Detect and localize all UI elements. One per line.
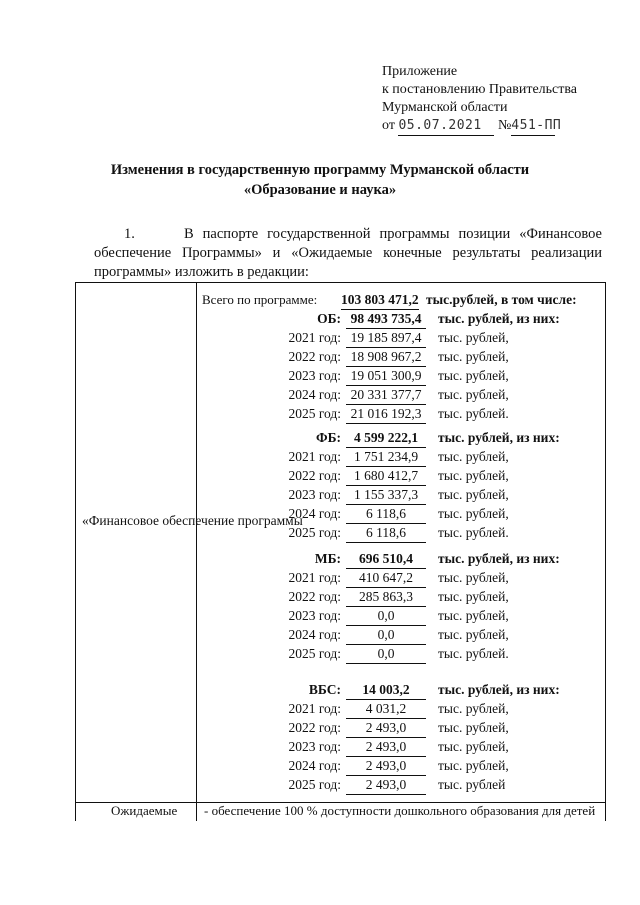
year-value: 285 863,3 — [346, 588, 426, 607]
year-value: 2 493,0 — [346, 719, 426, 738]
year-unit: тыс. рублей, — [438, 449, 509, 464]
financing-table — [75, 282, 606, 803]
year-unit: тыс. рублей. — [438, 525, 509, 540]
year-value: 4 031,2 — [346, 700, 426, 719]
year-label: 2022 год: — [288, 720, 341, 735]
year-label: 2022 год: — [288, 589, 341, 604]
appendix-num-prefix: № — [497, 118, 512, 133]
source-name: ОБ: — [317, 311, 341, 326]
expected-results-row — [75, 802, 606, 821]
source-name: МБ: — [314, 551, 341, 566]
year-label: 2024 год: — [288, 506, 341, 521]
year-value: 1 155 337,3 — [346, 486, 426, 505]
year-label: 2021 год: — [288, 701, 341, 716]
source-unit: тыс. рублей, из них: — [438, 311, 560, 326]
year-value: 1 751 234,9 — [346, 448, 426, 467]
year-value: 21 016 192,3 — [346, 405, 426, 424]
year-label: 2021 год: — [288, 330, 341, 345]
appendix-date-line — [382, 117, 577, 136]
year-value: 0,0 — [346, 645, 426, 664]
source-name: ВБС: — [308, 682, 341, 697]
year-label: 2021 год: — [288, 570, 341, 585]
year-value: 19 051 300,9 — [346, 367, 426, 386]
column-divider — [196, 283, 197, 803]
year-label: 2024 год: — [288, 758, 341, 773]
year-unit: тыс. рублей, — [438, 739, 509, 754]
year-label: 2023 год: — [288, 608, 341, 623]
year-value: 1 680 412,7 — [346, 467, 426, 486]
source-total: 98 493 735,4 — [346, 310, 426, 329]
source-name: ФБ: — [315, 430, 341, 445]
year-unit: тыс. рублей, — [438, 468, 509, 483]
year-label: 2023 год: — [288, 487, 341, 502]
year-label: 2023 год: — [288, 368, 341, 383]
paragraph-text: В паспорте государственной программы позиции «Финансовое обеспечение Программы» и «Ожидаемые конечные результаты реализации программы» изложить в редакции: — [94, 226, 602, 280]
year-unit: тыс. рублей, — [438, 387, 509, 402]
appendix-line-2: к постановлению Правительства — [382, 82, 578, 97]
year-unit: тыс. рублей — [438, 777, 506, 792]
year-label: 2024 год: — [288, 627, 341, 642]
year-unit: тыс. рублей. — [438, 406, 509, 421]
year-label: 2022 год: — [288, 349, 341, 364]
year-value: 6 118,6 — [346, 505, 426, 524]
total-value: 103 803 471,2 — [341, 291, 419, 310]
source-total: 696 510,4 — [346, 550, 426, 569]
year-unit: тыс. рублей, — [438, 330, 509, 345]
year-unit: тыс. рублей, — [438, 720, 509, 735]
source-total: 14 003,2 — [346, 681, 426, 700]
year-value: 2 493,0 — [346, 757, 426, 776]
year-label: 2025 год: — [288, 406, 341, 421]
year-unit: тыс. рублей, — [438, 506, 509, 521]
year-unit: тыс. рублей. — [438, 646, 509, 661]
column-divider — [196, 803, 197, 821]
year-value: 20 331 377,7 — [346, 386, 426, 405]
expected-text: - обеспечение 100 % доступности дошкольного образования для детей — [204, 803, 596, 818]
appendix-block — [382, 63, 577, 136]
year-label: 2024 год: — [288, 387, 341, 402]
total-label: Всего по программе: — [202, 292, 318, 307]
appendix-from: от — [382, 118, 395, 133]
year-label: 2025 год: — [288, 525, 341, 540]
year-value: 410 647,2 — [346, 569, 426, 588]
year-label: 2025 год: — [288, 777, 341, 792]
year-unit: тыс. рублей, — [438, 627, 509, 642]
year-unit: тыс. рублей, — [438, 368, 509, 383]
title-line-2: «Образование и наука» — [243, 182, 397, 198]
year-unit: тыс. рублей, — [438, 349, 509, 364]
year-value: 6 118,6 — [346, 524, 426, 543]
source-total: 4 599 222,1 — [346, 429, 426, 448]
paragraph-1 — [94, 225, 602, 282]
title-line-1: Изменения в государственную программу Мурманской области — [110, 162, 530, 178]
year-value: 0,0 — [346, 626, 426, 645]
year-label: 2023 год: — [288, 739, 341, 754]
source-unit: тыс. рублей, из них: — [438, 430, 560, 445]
year-unit: тыс. рублей, — [438, 701, 509, 716]
source-unit: тыс. рублей, из них: — [438, 551, 560, 566]
appendix-date: 05.07.2021 — [398, 118, 482, 133]
year-label: 2021 год: — [288, 449, 341, 464]
year-value: 2 493,0 — [346, 738, 426, 757]
paragraph-number: 1. — [124, 226, 135, 242]
year-value: 18 908 967,2 — [346, 348, 426, 367]
document-title — [0, 160, 640, 200]
appendix-number: 451-ПП — [511, 118, 562, 133]
year-unit: тыс. рублей, — [438, 589, 509, 604]
appendix-line-3: Мурманской области — [382, 100, 508, 115]
year-label: 2022 год: — [288, 468, 341, 483]
expected-label: Ожидаемые — [111, 803, 178, 818]
year-value: 0,0 — [346, 607, 426, 626]
total-unit: тыс.рублей, в том числе: — [426, 292, 577, 307]
year-unit: тыс. рублей, — [438, 608, 509, 623]
year-unit: тыс. рублей, — [438, 758, 509, 773]
year-label: 2025 год: — [288, 646, 341, 661]
source-unit: тыс. рублей, из них: — [438, 682, 560, 697]
row-label-financing: «Финансовое обеспечение программы — [82, 513, 303, 528]
appendix-line-1: Приложение — [382, 64, 458, 79]
year-unit: тыс. рублей, — [438, 487, 509, 502]
year-unit: тыс. рублей, — [438, 570, 509, 585]
year-value: 2 493,0 — [346, 776, 426, 795]
year-value: 19 185 897,4 — [346, 329, 426, 348]
